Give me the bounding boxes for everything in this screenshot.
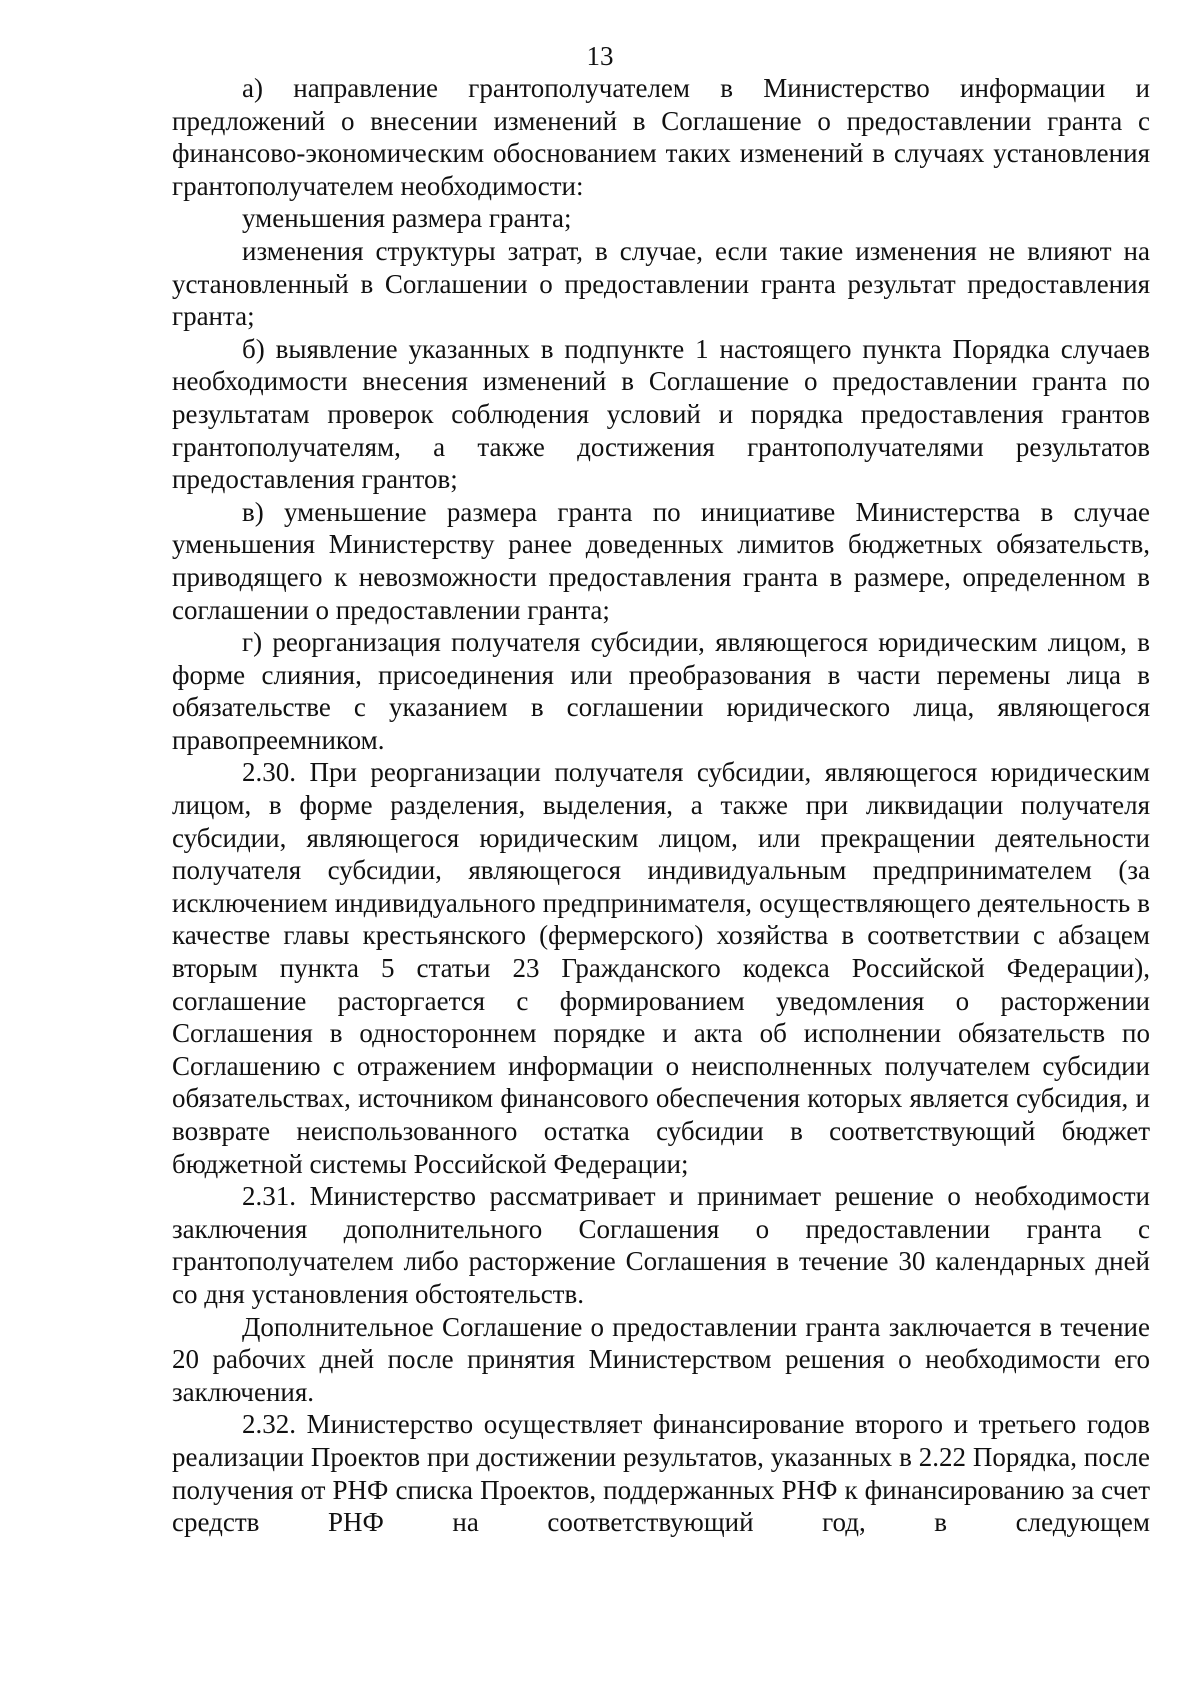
paragraph-cost-structure: изменения структуры затрат, в случае, если такие изменения не влияют на установленный в Соглашении о предоставлении гранта результат предоставления гранта; — [172, 235, 1150, 332]
paragraph-2-32: 2.32. Министерство осуществляет финансирование второго и третьего годов реализации Проектов при достижении результатов, указанных в 2.22 Порядка, после получения от РНФ списка Проектов, поддержанных РНФ к финансированию за счет средств РНФ на соответствующий год, в следующем — [172, 1409, 1150, 1538]
paragraph-2-30: 2.30. При реорганизации получателя субсидии, являющегося юридическим лицом, в форме разделения, выделения, а также при ликвидации получателя субсидии, являющегося юридическим лицом, или прекращении деятельности получателя субсидии, являющегося индивидуальным предпринимателем (за исключением индивидуального предпринимателя, осуществляющего деятельность в качестве главы крестьянского (фермерского) хозяйства в соответствии с абзацем вторым пункта 5 статьи 23 Гражданского кодекса Российской Федерации), соглашение расторгается с формированием уведомления о расторжении Соглашения в одностороннем порядке и акта об исполнении обязательств по Соглашению с отражением информации о неисполненных получателем субсидии обязательствах, источником финансового обеспечения которых является субсидия, и возврате неиспользованного остатка субсидии в соответствующий бюджет бюджетной системы Российской Федерации; — [172, 757, 1150, 1179]
paragraph-v: в) уменьшение размера гранта по инициативе Министерства в случае уменьшения Министерству ранее доведенных лимитов бюджетных обязательств, приводящего к невозможности предоставления гранта в размере, определенном в соглашении о предоставлении гранта; — [172, 496, 1150, 625]
paragraph-additional-agreement: Дополнительное Соглашение о предоставлении гранта заключается в течение 20 рабочих дней после принятия Министерством решения о необходимости его заключения. — [172, 1311, 1150, 1407]
paragraph-a: а) направление грантополучателем в Министерство информации и предложений о внесении изменений в Соглашение о предоставлении гранта с финансово-экономическим обоснованием таких изменений в случаях установления грантополучателем необходимости: — [172, 73, 1150, 201]
paragraph-b: б) выявление указанных в подпункте 1 настоящего пункта Порядка случаев необходимости внесения изменений в Соглашение о предоставлении гранта по результатам проверок соблюдения условий и порядка предоставления грантов грантополучателям, а также достижения грантополучателями результатов предоставления грантов; — [172, 333, 1150, 495]
page-number: 13 — [586, 41, 614, 71]
paragraph-grant-reduction: уменьшения размера гранта; — [242, 203, 572, 234]
document-body — [172, 72, 1150, 1539]
paragraph-g: г) реорганизация получателя субсидии, являющегося юридическим лицом, в форме слияния, присоединения или преобразования в части перемены лица в обязательстве с указанием в соглашении юридического лица, являющегося правопреемником. — [172, 627, 1150, 755]
paragraph-2-31: 2.31. Министерство рассматривает и принимает решение о необходимости заключения дополнительного Соглашения о предоставлении гранта с грантополучателем либо расторжение Соглашения в течение 30 календарных дней со дня установления обстоятельств. — [172, 1181, 1150, 1309]
